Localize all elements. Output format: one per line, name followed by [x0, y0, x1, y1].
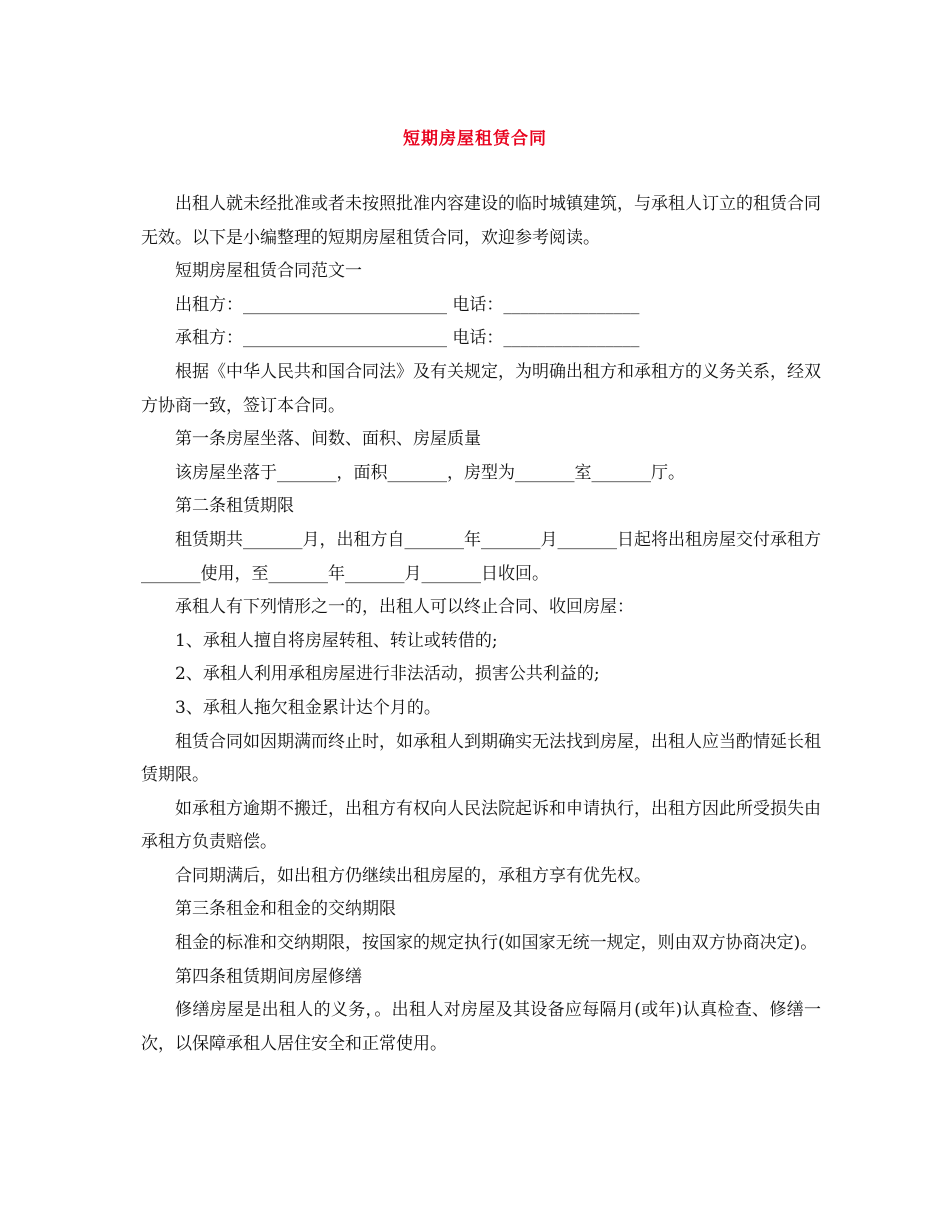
- paragraph: 第三条租金和租金的交纳期限: [175, 899, 396, 920]
- paragraph: 承租人有下列情形之一的，出租人可以终止合同、收回房屋：: [175, 597, 634, 618]
- paragraph: 租赁期共_______月，出租方自_______年_______月_______日起将出租房屋交付承租方_______使用，至_______年_______月_______日收回。: [141, 529, 821, 584]
- paragraph: 3、承租人拖欠租金累计达个月的。: [175, 697, 441, 718]
- paragraph: 短期房屋租赁合同范文一: [175, 261, 362, 282]
- paragraph: 根据《中华人民共和国合同法》及有关规定，为明确出租方和承租方的义务关系，经双方协商一致，签订本合同。: [141, 361, 821, 416]
- paragraph: 1、承租人擅自将房屋转租、转让或转借的;: [175, 630, 498, 651]
- paragraph: 第二条租赁期限: [175, 496, 294, 517]
- paragraph: 出租人就未经批准或者未按照批准内容建设的临时城镇建筑，与承租人订立的租赁合同无效。以下是小编整理的短期房屋租赁合同，欢迎参考阅读。: [141, 194, 821, 248]
- paragraph: 合同期满后，如出租方仍继续出租房屋的，承租方享有优先权。: [175, 865, 651, 886]
- paragraph: 出租方：________________________ 电话：________________: [175, 294, 640, 315]
- paragraph: 第一条房屋坐落、间数、面积、房屋质量: [175, 429, 481, 450]
- paragraph: 该房屋坐落于_______，面积_______，房型为_______室_______厅。: [175, 462, 685, 483]
- paragraph: 2、承租人利用承租房屋进行非法活动，损害公共利益的;: [175, 664, 600, 685]
- paragraph: 租赁合同如因期满而终止时，如承租人到期确实无法找到房屋，出租人应当酌情延长租赁期限。: [141, 731, 821, 786]
- paragraph: 承租方：________________________ 电话：________________: [175, 328, 640, 349]
- document-body: [141, 188, 821, 1061]
- paragraph: 第四条租赁期间房屋修缮: [175, 966, 362, 987]
- paragraph: 如承租方逾期不搬迁，出租方有权向人民法院起诉和申请执行，出租方因此所受损失由承租方负责赔偿。: [141, 798, 821, 853]
- document-title: 短期房屋租赁合同: [403, 129, 547, 149]
- paragraph: 修缮房屋是出租人的义务，。出租人对房屋及其设备应每隔月(或年)认真检查、修缮一次，以保障承租人居住安全和正常使用。: [141, 1000, 821, 1054]
- paragraph: 租金的标准和交纳期限，按国家的规定执行(如国家无统一规定，则由双方协商决定)。: [175, 933, 818, 954]
